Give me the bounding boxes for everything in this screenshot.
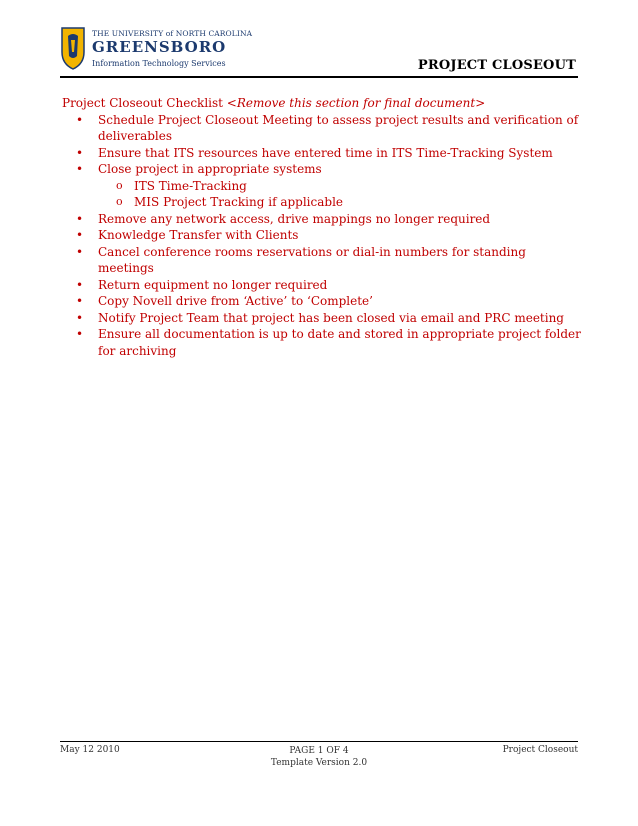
checklist-item: [62, 112, 582, 145]
checklist-item: [62, 277, 582, 294]
checklist-subitems: [98, 178, 582, 211]
checklist-item-text: Remove any network access, drive mappings no longer required: [98, 211, 491, 226]
checklist-item: [62, 211, 582, 228]
checklist-subitem: [98, 194, 582, 211]
logo-its-line: Information Technology Services: [92, 59, 226, 68]
checklist-item: [62, 310, 582, 327]
document-title: PROJECT CLOSEOUT: [417, 58, 576, 73]
checklist-subitem: [98, 178, 582, 195]
checklist-item-text: Notify Project Team that project has been closed via email and PRC meeting: [98, 310, 564, 325]
footer-page-info: [60, 745, 578, 769]
spartan-shield-icon: [60, 26, 86, 70]
footer-doc-name: Project Closeout: [502, 745, 578, 755]
checklist-item-text: Knowledge Transfer with Clients: [98, 228, 299, 242]
checklist-subitem-text: MIS Project Tracking if applicable: [134, 195, 344, 209]
checklist-note-open: <: [226, 96, 237, 110]
checklist-item: [62, 161, 582, 211]
checklist-item-text: Ensure that ITS resources have entered time in ITS Time-Tracking System: [98, 145, 553, 160]
checklist-subitem-text: ITS Time-Tracking: [134, 178, 247, 193]
uncg-its-logo: [60, 26, 253, 72]
checklist-item: [62, 326, 582, 359]
checklist-item: [62, 293, 582, 310]
footer-page-number: PAGE 1 OF 4: [289, 746, 349, 756]
checklist-title: [62, 95, 582, 112]
footer-date: May 12 2010: [60, 745, 120, 755]
checklist-section: [62, 95, 582, 359]
checklist-item-text: Close project in appropriate systems: [98, 162, 322, 176]
checklist-item: [62, 145, 582, 162]
checklist-note: Remove this section for final document: [236, 96, 476, 110]
checklist-item-text: Ensure all documentation is up to date and stored in appropriate project folder for archiving: [98, 327, 581, 358]
checklist-item: [62, 227, 582, 244]
header-divider: [60, 76, 578, 78]
checklist-item: [62, 244, 582, 277]
logo-university-line: THE UNIVERSITY of NORTH CAROLINA: [92, 29, 253, 38]
checklist-item-text: Copy Novell drive from ‘Active’ to ‘Complete’: [98, 294, 373, 308]
logo-greensboro-line: GREENSBORO: [92, 38, 227, 56]
checklist-item-text: Schedule Project Closeout Meeting to assess project results and verification of deliverables: [98, 112, 579, 143]
checklist-items: [62, 112, 582, 360]
checklist-note-close: >: [475, 96, 486, 110]
checklist-item-text: Return equipment no longer required: [98, 277, 328, 292]
checklist-item-text: Cancel conference rooms reservations or dial-in numbers for standing meetings: [98, 244, 526, 275]
footer-template-version: Template Version 2.0: [270, 758, 368, 768]
footer-divider: [60, 741, 578, 742]
checklist-title-text: Project Closeout Checklist: [62, 96, 227, 110]
